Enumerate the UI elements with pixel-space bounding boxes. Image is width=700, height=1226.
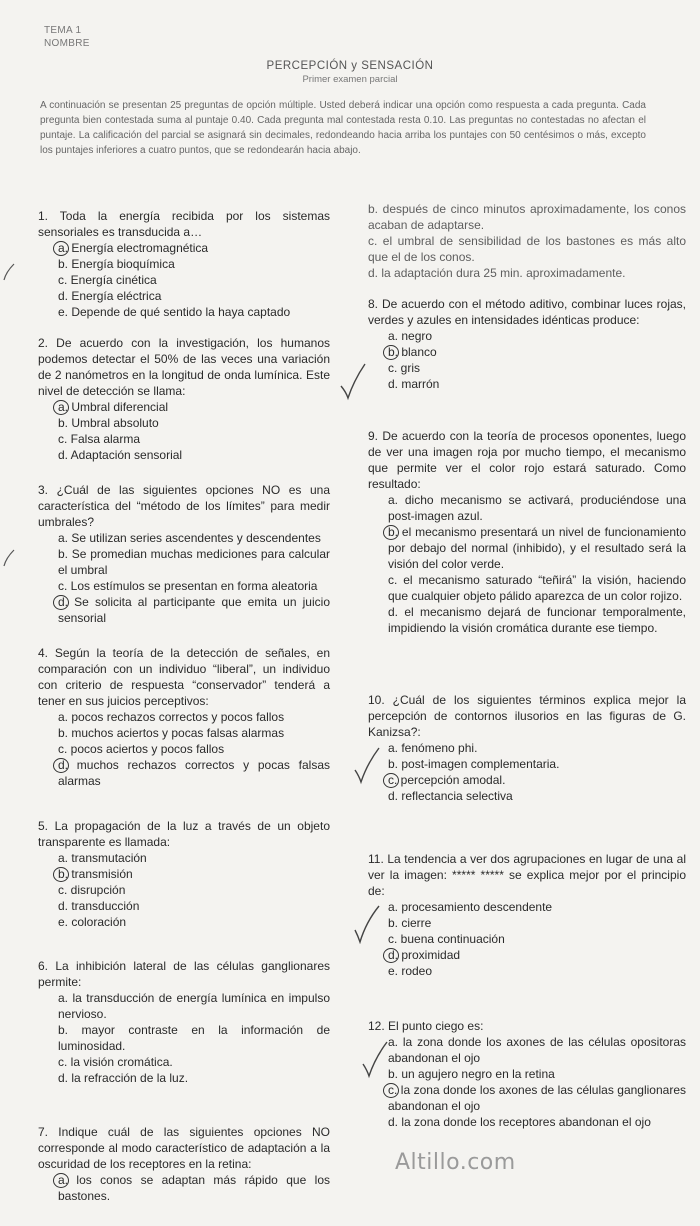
option-a[interactable]: a. la zona donde los axones de las células opositoras abandonan el ojo <box>388 1035 686 1065</box>
instructions: A continuación se presentan 25 preguntas de opción múltiple. Usted deberá indicar una opción como respuesta a cada pregunta. Cada pregunta bien contestada suma al puntaje 0.40. Cada pregunta mal contestada resta 0.10. Las preguntas no contestadas no afectan el puntaje. La calificación del parcial se asignará sin decimales, redondeando hacia arriba los puntajes con 50 centésimos o más, excepto los puntajes inferiores a cuatro puntos, que se redondearán hacia abajo. <box>40 100 646 156</box>
question-stem: 10. ¿Cuál de los siguientes términos explica mejor la percepción de contornos ilusorios en las figuras de G. Kanizsa?: <box>368 693 686 739</box>
question-2 <box>38 335 330 463</box>
option-c[interactable]: c. disrupción <box>58 883 126 897</box>
question-1 <box>38 208 330 320</box>
question-stem: 5. La propagación de la luz a través de un objeto transparente es llamada: <box>38 819 330 849</box>
option-b[interactable]: b. el mecanismo presentará un nivel de funcionamiento por debajo del normal (inhibido), y el resultado será la visión del color verde. <box>368 524 686 572</box>
option-b[interactable]: b. Energía bioquímica <box>58 257 175 271</box>
question-7-continued <box>368 201 686 281</box>
question-stem: 6. La inhibición lateral de las células ganglionares permite: <box>38 959 330 989</box>
question-stem: 11. La tendencia a ver dos agrupaciones en lugar de una al ver la imagen: ***** ***** se explica mejor por el principio de: <box>368 852 686 898</box>
nombre-label: NOMBRE <box>44 38 90 49</box>
option-a[interactable]: a. negro <box>388 329 433 343</box>
option-b[interactable]: b. Umbral absoluto <box>58 416 159 430</box>
option-c[interactable]: c. Los estímulos se presentan en forma aleatoria <box>58 579 318 593</box>
option-a[interactable]: a. Se utilizan series ascendentes y descendentes <box>58 531 321 545</box>
option-d[interactable]: d. muchos rechazos correctos y pocas falsas alarmas <box>38 757 330 789</box>
option-c[interactable]: c. buena continuación <box>388 932 505 946</box>
question-12 <box>368 1018 686 1130</box>
option-e[interactable]: e. rodeo <box>388 964 433 978</box>
question-stem: 12. El punto ciego es: <box>368 1019 484 1033</box>
option-c[interactable]: c. la visión cromática. <box>58 1055 173 1069</box>
option-a[interactable]: a. transmutación <box>58 851 147 865</box>
header-block <box>44 24 90 50</box>
option-a[interactable]: a. Energía electromagnética <box>38 240 330 256</box>
question-stem: 2. De acuerdo con la investigación, los humanos podemos detectar el 50% de las veces una variación de 2 nanómetros en la longitud de onda lumínica. Este nivel de detección se llama: <box>38 336 330 398</box>
option-d[interactable]: d. Energía eléctrica <box>58 289 162 303</box>
option-a[interactable]: a. pocos rechazos correctos y pocos fallos <box>58 710 285 724</box>
option-d[interactable]: d. la adaptación dura 25 min. aproximadamente. <box>368 266 626 280</box>
margin-mark-icon <box>2 262 16 282</box>
option-d[interactable]: d. Adaptación sensorial <box>58 448 183 462</box>
option-b[interactable]: b. mayor contraste en la información de luminosidad. <box>58 1023 330 1053</box>
option-a[interactable]: a. los conos se adaptan más rápido que los bastones. <box>38 1172 330 1204</box>
tema-label: TEMA 1 <box>44 25 82 36</box>
option-a[interactable]: a. Umbral diferencial <box>38 399 330 415</box>
option-d[interactable]: d. Se solicita al participante que emita un juicio sensorial <box>38 594 330 626</box>
option-a[interactable]: a. la transducción de energía lumínica en impulso nervioso. <box>58 991 330 1021</box>
option-b[interactable]: b. un agujero negro en la retina <box>388 1067 555 1081</box>
option-c[interactable]: c. gris <box>388 361 421 375</box>
option-d[interactable]: d. transducción <box>58 899 140 913</box>
check-mark-icon <box>338 362 368 402</box>
option-b[interactable]: b. Se promedian muchas mediciones para calcular el umbral <box>58 547 330 577</box>
question-10 <box>368 692 686 804</box>
option-c[interactable]: c. Falsa alarma <box>58 432 141 446</box>
option-c[interactable]: c. percepción amodal. <box>368 772 686 788</box>
option-d[interactable]: d. marrón <box>388 377 440 391</box>
option-d[interactable]: d. reflectancia selectiva <box>388 789 513 803</box>
option-c[interactable]: c. pocos aciertos y pocos fallos <box>58 742 225 756</box>
option-b[interactable]: b. después de cinco minutos aproximadamente, los conos acaban de adaptarse. <box>368 202 686 232</box>
option-c[interactable]: c. la zona donde los axones de las células ganglionares abandonan el ojo <box>368 1082 686 1114</box>
question-stem: 4. Según la teoría de la detección de señales, en comparación con un individuo “liberal”, un individuo con criterio de respuesta “conservador” tenderá a tener en sus juicios perceptivos: <box>38 646 330 708</box>
question-9 <box>368 428 686 636</box>
question-stem: 1. Toda la energía recibida por los sistemas sensoriales es transducida a… <box>38 209 330 239</box>
check-mark-icon <box>352 746 382 786</box>
option-d[interactable]: d. la zona donde los receptores abandonan el ojo <box>388 1115 651 1129</box>
question-11 <box>368 851 686 979</box>
option-e[interactable]: e. coloración <box>58 915 127 929</box>
option-a[interactable]: a. fenómeno phi. <box>388 741 478 755</box>
option-b[interactable]: b. cierre <box>388 916 432 930</box>
exam-subtitle: Primer examen parcial <box>302 74 398 85</box>
option-a[interactable]: a. procesamiento descendente <box>388 900 553 914</box>
question-6 <box>38 958 330 1086</box>
option-b[interactable]: b. blanco <box>368 344 686 360</box>
question-stem: 3. ¿Cuál de las siguientes opciones NO es una característica del “método de los límites” para medir umbrales? <box>38 483 330 529</box>
option-d[interactable]: d. la refracción de la luz. <box>58 1071 189 1085</box>
question-8 <box>368 296 686 392</box>
option-b[interactable]: b. transmisión <box>38 866 330 882</box>
question-stem: 9. De acuerdo con la teoría de procesos oponentes, luego de ver una imagen roja por mucho tiempo, el mecanismo que permite ver el color rojo estará saturado. Como resultado: <box>368 429 686 491</box>
question-stem: 8. De acuerdo con el método aditivo, combinar luces rojas, verdes y azules en intensidades idénticas produce: <box>368 297 686 327</box>
question-7 <box>38 1124 330 1204</box>
check-mark-icon <box>352 904 382 944</box>
option-b[interactable]: b. post-imagen complementaria. <box>388 757 560 771</box>
option-c[interactable]: c. el mecanismo saturado “teñirá” la visión, haciendo que cualquier objeto pálido aparezca de un color rojizo. <box>388 573 686 603</box>
question-3 <box>38 482 330 626</box>
question-5 <box>38 818 330 930</box>
question-stem: 7. Indique cuál de las siguientes opciones NO corresponde al modo característico de adaptación a la oscuridad de los receptores en la retina: <box>38 1125 330 1171</box>
option-c[interactable]: c. Energía cinética <box>58 273 157 287</box>
margin-mark-icon <box>2 548 16 568</box>
option-a[interactable]: a. dicho mecanismo se activará, produciéndose una post-imagen azul. <box>388 493 686 523</box>
option-d[interactable]: d. el mecanismo dejará de funcionar temporalmente, impidiendo la visión cromática durante ese tiempo. <box>388 605 686 635</box>
watermark-logo: Altillo.com <box>395 1150 516 1175</box>
option-e[interactable]: e. Depende de qué sentido la haya captado <box>58 305 291 319</box>
check-mark-icon <box>360 1040 390 1080</box>
exam-title: PERCEPCIÓN y SENSACIÓN <box>266 60 434 72</box>
option-b[interactable]: b. muchos aciertos y pocas falsas alarmas <box>58 726 285 740</box>
option-c[interactable]: c. el umbral de sensibilidad de los bastones es más alto que el de los conos. <box>368 234 686 264</box>
option-d[interactable]: d. proximidad <box>368 947 686 963</box>
question-4 <box>38 645 330 789</box>
